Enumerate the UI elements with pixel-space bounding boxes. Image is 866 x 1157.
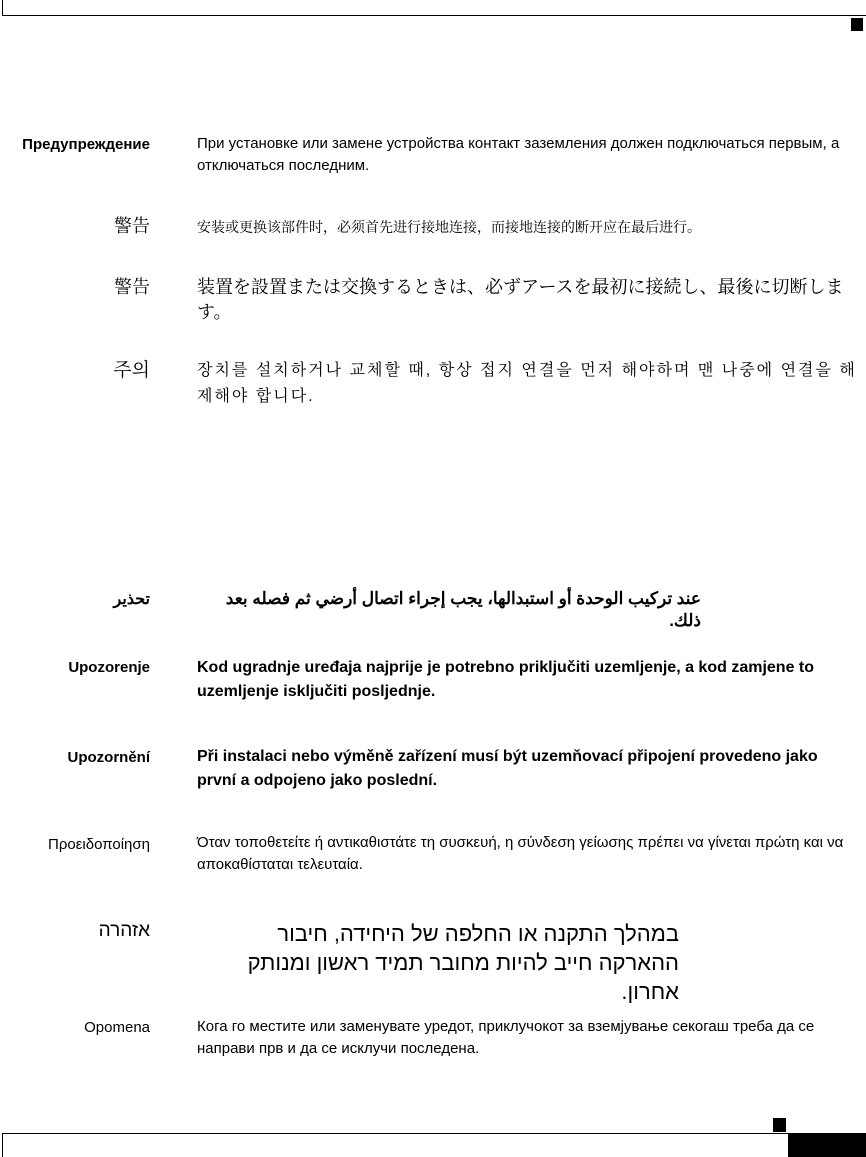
warning-text: במהלך התקנה או החלפה של היחידה, חיבור ההארקה חייב להיות מחובר תמיד ראשון ומנותק אחרון. <box>247 921 679 1004</box>
warning-text: Při instalaci nebo výměně zařízení musí být uzemňovací připojení provedeno jako první a odpojeno jako poslední. <box>197 748 818 789</box>
warning-text: При установке или замене устройства контакт заземления должен подключаться первым, а отключаться последним. <box>197 135 840 174</box>
footer-tab <box>788 1134 866 1157</box>
warning-label: Upozornění <box>67 749 150 766</box>
header-rule-tick <box>2 0 3 16</box>
warning-text: Кога го местите или заменувате уредот, приклучокот за вземјување секогаш треба да се направи прв и да се исклучи последена. <box>197 1018 815 1057</box>
header-rule <box>2 15 866 16</box>
warning-text: Όταν τοποθετείτε ή αντικαθιστάτε τη συσκευή, η σύνδεση γείωσης πρέπει να γίνεται πρώτη και να αποκαθίσταται τελευταία. <box>197 834 844 873</box>
footer-rule <box>2 1133 866 1134</box>
warning-label: Προειδοποίηση <box>48 836 150 853</box>
warning-label: 警告 <box>114 277 150 297</box>
warning-text: 安装或更换该部件时，必须首先进行接地连接，而接地连接的断开应在最后进行。 <box>197 219 701 235</box>
warning-label: 주의 <box>113 360 150 381</box>
warning-text: عند تركيب الوحدة أو استبدالها، يجب إجراء اتصال أرضي ثم فصله بعد ذلك. <box>225 589 701 630</box>
warning-label: אזהרה <box>98 920 150 941</box>
warning-label: Opomena <box>84 1019 150 1036</box>
header-marker <box>851 18 863 31</box>
warning-label: 警告 <box>114 216 150 236</box>
warning-text: 装置を設置または交換するときは、必ずアースを最初に接続し、最後に切断します。 <box>197 277 844 322</box>
warning-text: 장치를 설치하거나 교체할 때, 항상 접지 연결을 먼저 해야하며 맨 나중에 연결을 해제해야 합니다. <box>197 362 857 405</box>
warning-label: Upozorenje <box>68 659 150 676</box>
warning-text: Kod ugradnje uređaja najprije je potrebno priključiti uzemljenje, a kod zamjene to uzemljenje isključiti posljednje. <box>197 659 815 700</box>
warning-label: تحذير <box>113 591 150 608</box>
footer-marker <box>773 1118 786 1132</box>
warning-label: Предупреждение <box>22 136 150 153</box>
footer-rule-tick <box>2 1133 3 1157</box>
